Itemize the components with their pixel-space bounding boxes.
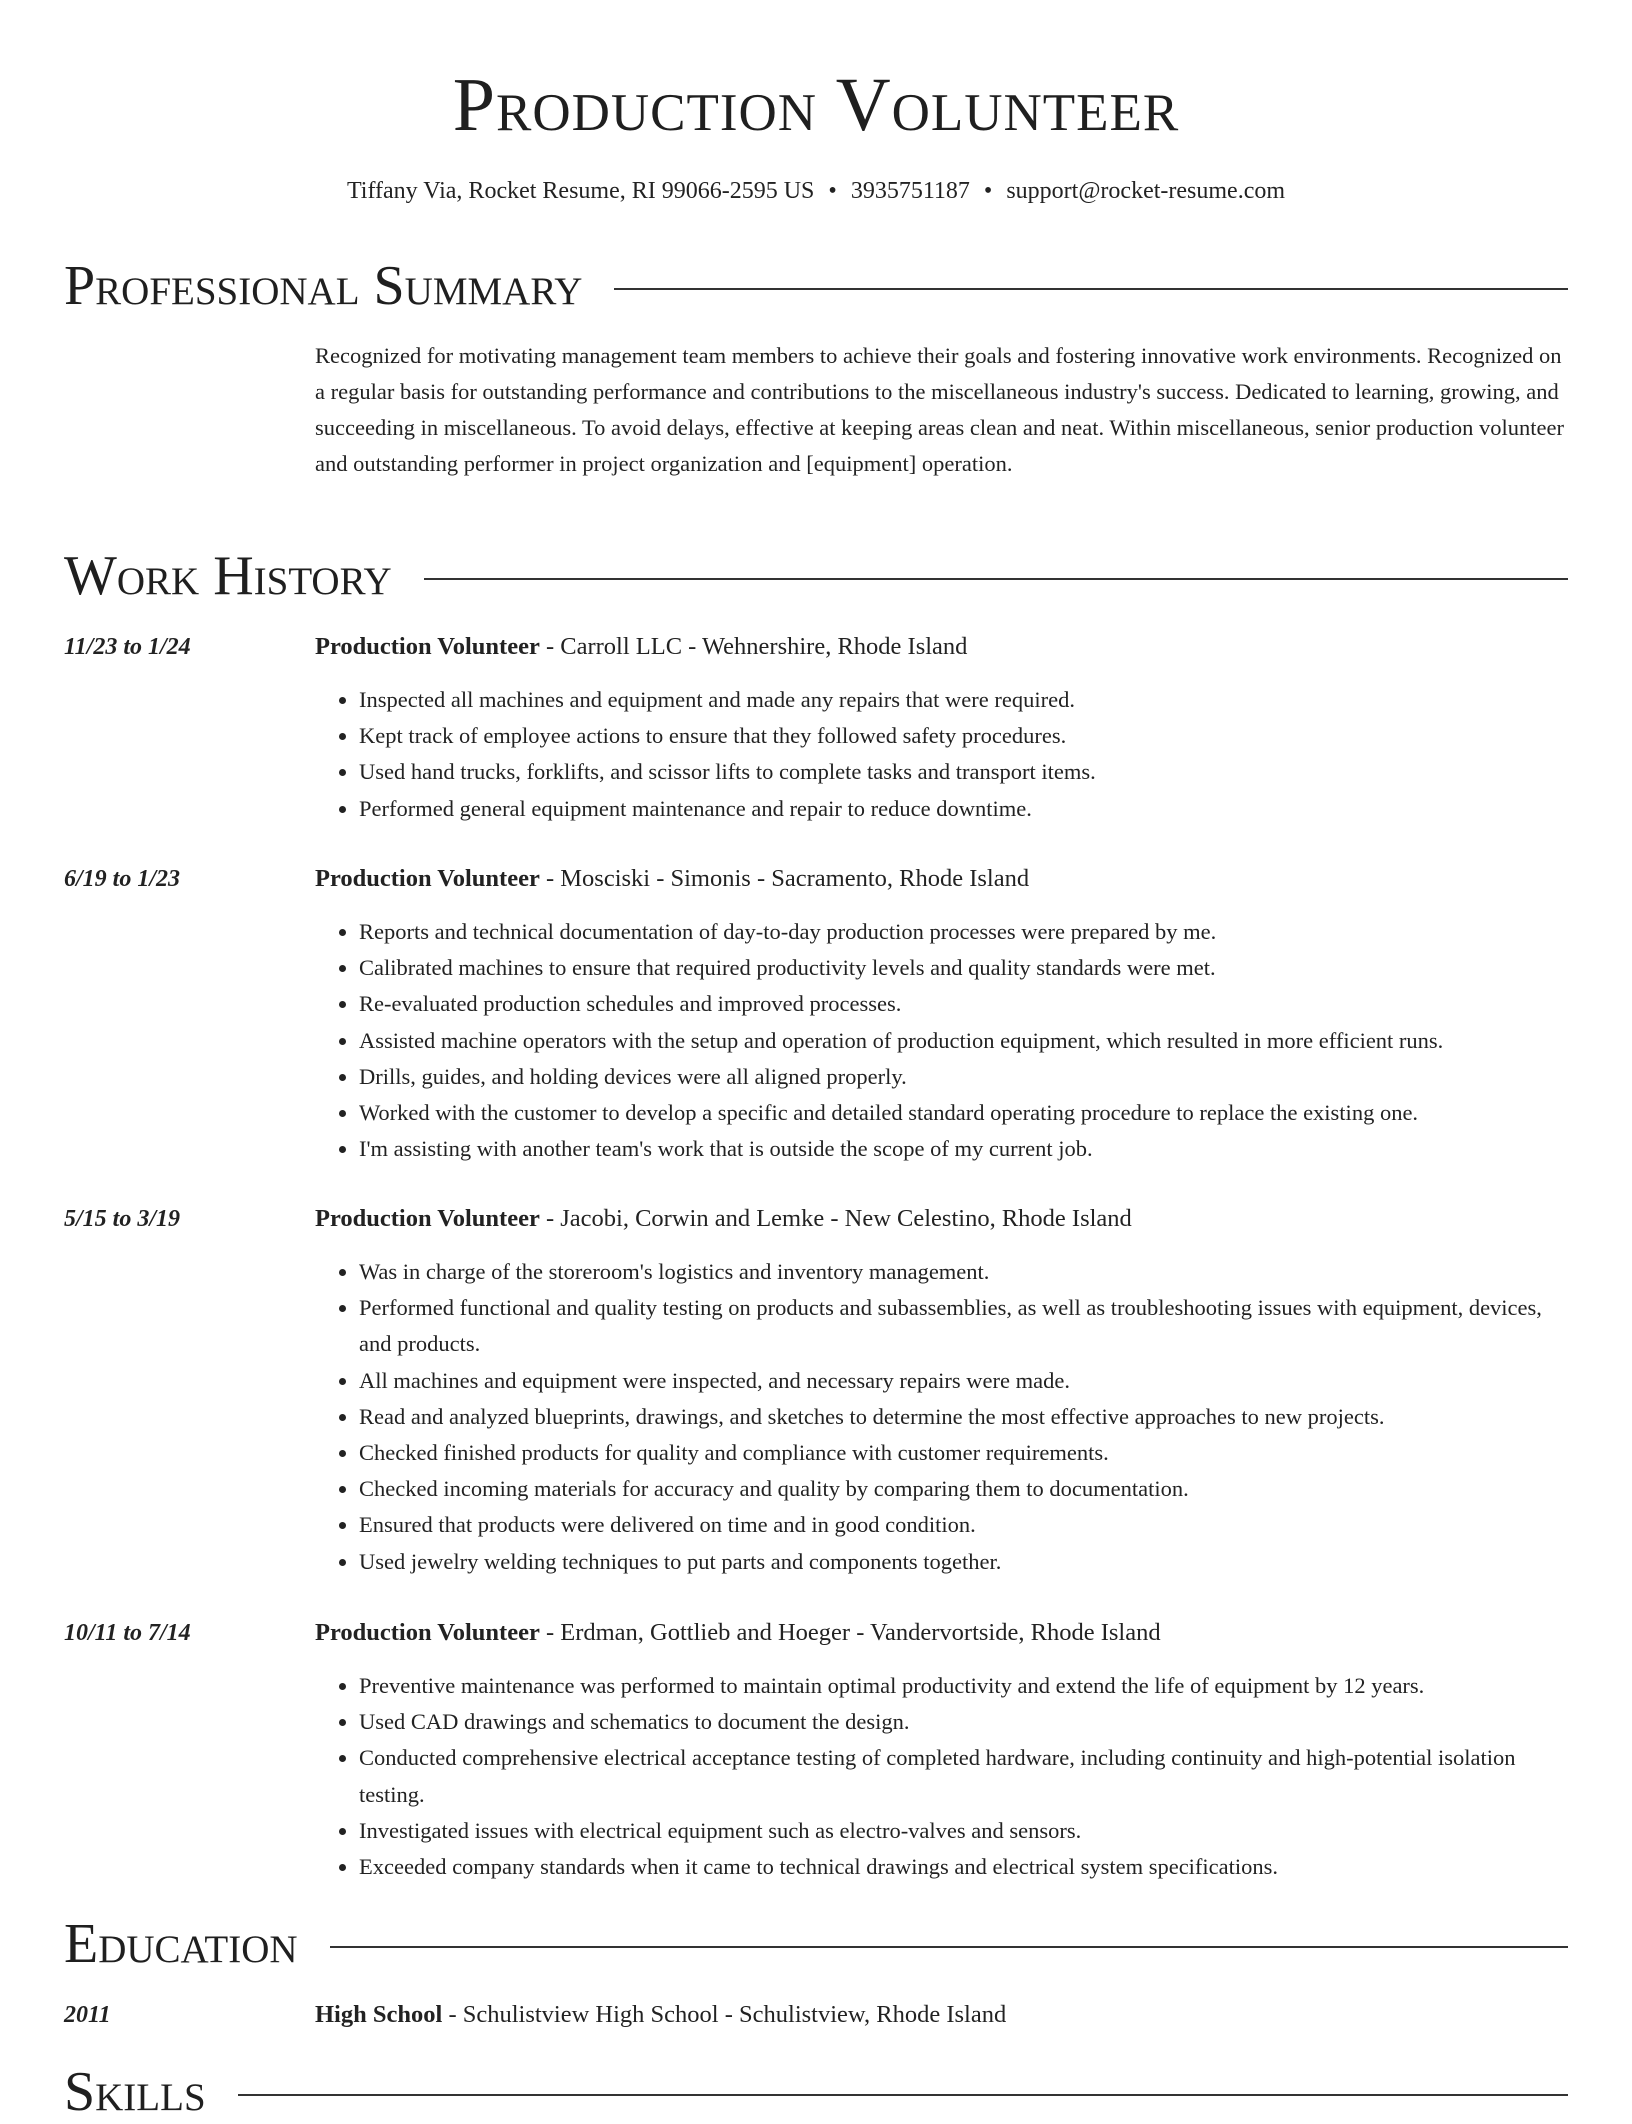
resume-name: Production Volunteer [452, 63, 1180, 147]
contact-line [0, 174, 1632, 208]
education-year: 2011 [64, 2002, 111, 2028]
job-bullets [315, 1254, 1568, 1580]
job-title: Production Volunteer [315, 1205, 540, 1232]
job-details: - Erdman, Gottlieb and Hoeger - Vandervortside, Rhode Island [539, 1619, 1161, 1646]
section-heading-education [64, 1912, 1568, 1976]
job-bullet: • I'm assisting with another team's work that is outside the scope of my current job. [359, 1131, 1568, 1167]
job-bullet: • Assisted machine operators with the setup and operation of production equipment, which resulted in more efficient runs. [359, 1023, 1568, 1059]
job-bullet: • Used hand trucks, forklifts, and scissor lifts to complete tasks and transport items. [359, 754, 1568, 790]
job-details: - Mosciski - Simonis - Sacramento, Rhode Island [539, 865, 1030, 892]
job-bullet: • Kept track of employee actions to ensure that they followed safety procedures. [359, 718, 1568, 754]
job-entry [64, 1616, 1568, 1885]
job-bullet: • Preventive maintenance was performed to maintain optimal productivity and extend the life of equipment by 12 years. [359, 1668, 1568, 1704]
education-entry [64, 1998, 1568, 2032]
job-bullet: • Reports and technical documentation of day-to-day production processes were prepared by me. [359, 914, 1568, 950]
summary-text: Recognized for motivating management team members to achieve their goals and fostering innovative work environments. Recognized on a regular basis for outstanding performance and contributions to the miscellaneous industry's success. Dedicated to learning, growing, and succeeding in miscellaneous. To avoid delays, effective at keeping areas clean and neat. Within miscellaneous, senior production volunteer and outstanding performer in project organization and [equipment] operation. [315, 343, 1564, 476]
job-bullet: • Worked with the customer to develop a specific and detailed standard operating procedure to replace the existing one. [359, 1095, 1568, 1131]
section-title: Education [64, 1913, 298, 1975]
job-bullet: • Was in charge of the storeroom's logistics and inventory management. [359, 1254, 1568, 1290]
job-title: Production Volunteer [315, 633, 540, 660]
contact-address: Tiffany Via, Rocket Resume, RI 99066-2595 US [346, 178, 815, 204]
job-entry [64, 630, 1568, 827]
education-details: - Schulistview High School - Schulistview, Rhode Island [442, 2001, 1007, 2028]
job-bullet: • Performed general equipment maintenance and repair to reduce downtime. [359, 791, 1568, 827]
section-heading-summary [64, 254, 1568, 318]
job-title: Production Volunteer [315, 865, 540, 892]
contact-email[interactable]: support@rocket-resume.com [1006, 178, 1286, 204]
job-dates: 5/15 to 3/19 [64, 1206, 181, 1232]
job-bullet: • Ensured that products were delivered on time and in good condition. [359, 1507, 1568, 1543]
contact-separator: • [828, 178, 837, 204]
job-bullet: • Checked finished products for quality and compliance with customer requirements. [359, 1435, 1568, 1471]
job-title: Production Volunteer [315, 1619, 540, 1646]
section-heading-work-history [64, 544, 1568, 608]
job-bullet: • Inspected all machines and equipment and made any repairs that were required. [359, 682, 1568, 718]
job-bullets [315, 682, 1568, 827]
job-bullet: • Conducted comprehensive electrical acceptance testing of completed hardware, including continuity and high-potential isolation testing. [359, 1740, 1568, 1812]
job-dates: 6/19 to 1/23 [64, 866, 181, 892]
job-details: - Jacobi, Corwin and Lemke - New Celestino, Rhode Island [539, 1205, 1132, 1232]
job-heading [315, 1202, 1568, 1236]
job-heading [315, 862, 1568, 896]
education-heading [315, 1998, 1568, 2032]
job-bullet: • Drills, guides, and holding devices were all aligned properly. [359, 1059, 1568, 1095]
job-bullet: • All machines and equipment were inspected, and necessary repairs were made. [359, 1363, 1568, 1399]
job-entry [64, 1202, 1568, 1580]
section-divider [424, 578, 1568, 580]
job-bullet: • Used jewelry welding techniques to put parts and components together. [359, 1544, 1568, 1580]
job-dates: 10/11 to 7/14 [64, 1620, 191, 1646]
section-heading-skills [64, 2060, 1568, 2124]
job-details: - Carroll LLC - Wehnershire, Rhode Island [539, 633, 968, 660]
job-entry [64, 862, 1568, 1167]
education-degree: High School [315, 2001, 443, 2028]
job-bullets [315, 1668, 1568, 1885]
section-title: Professional Summary [64, 255, 583, 317]
section-title: Skills [64, 2061, 206, 2123]
section-divider [238, 2094, 1568, 2096]
job-bullet: • Calibrated machines to ensure that required productivity levels and quality standards were met. [359, 950, 1568, 986]
job-bullet: • Investigated issues with electrical equipment such as electro-valves and sensors. [359, 1813, 1568, 1849]
job-bullets [315, 914, 1568, 1167]
job-dates: 11/23 to 1/24 [64, 634, 191, 660]
job-bullet: • Used CAD drawings and schematics to document the design. [359, 1704, 1568, 1740]
job-heading [315, 1616, 1568, 1650]
section-divider [330, 1946, 1568, 1948]
job-bullet: • Exceeded company standards when it came to technical drawings and electrical system specifications. [359, 1849, 1568, 1885]
job-bullet: • Performed functional and quality testing on products and subassemblies, as well as troubleshooting issues with equipment, devices, and products. [359, 1290, 1568, 1362]
contact-separator: • [983, 178, 993, 204]
job-bullet: • Read and analyzed blueprints, drawings, and sketches to determine the most effective approaches to new projects. [359, 1399, 1568, 1435]
job-heading [315, 630, 1568, 664]
section-title: Work History [64, 545, 392, 607]
contact-phone: 3935751187 [850, 178, 970, 204]
job-bullet: • Checked incoming materials for accuracy and quality by comparing them to documentation. [359, 1471, 1568, 1507]
section-divider [614, 288, 1568, 290]
job-bullet: • Re-evaluated production schedules and improved processes. [359, 986, 1568, 1022]
